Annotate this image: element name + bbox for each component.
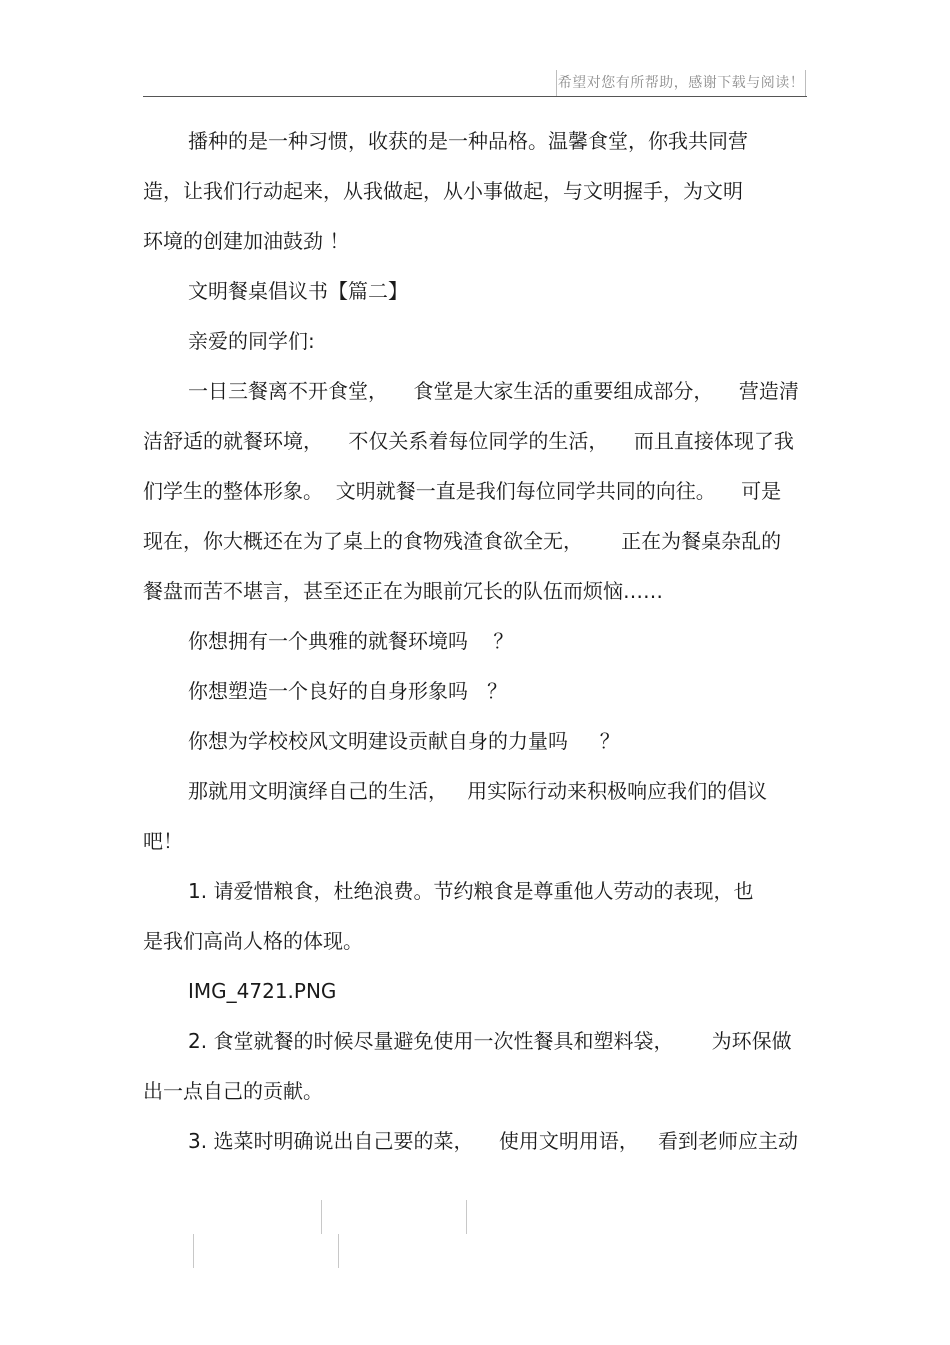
list-item: 3. 选菜时明确说出自己要的菜， 使用文明用语， 看到老师应主动 — [188, 1129, 798, 1153]
table-border-line — [466, 1200, 467, 1234]
question-line: 你想拥有一个典雅的就餐环境吗 ？ — [188, 629, 514, 653]
list-item: 1. 请爱惜粮食，杜绝浪费。节约粮食是尊重他人劳动的表现，也 — [188, 879, 754, 903]
header-note: 希望对您有所帮助，感谢下载与阅读！ — [556, 70, 806, 96]
paragraph-line: 现在，你大概还在为了桌上的食物残渣食欲全无， 正在为餐桌杂乱的 — [143, 529, 782, 553]
paragraph-line: 造，让我们行动起来，从我做起，从小事做起，与文明握手，为文明 — [143, 179, 743, 203]
list-item-continuation: 出一点自己的贡献。 — [143, 1079, 323, 1103]
paragraph-line: 播种的是一种习惯，收获的是一种品格。温馨食堂，你我共同营 — [188, 129, 748, 153]
paragraph-line: 们学生的整体形象。 文明就餐一直是我们每位同学共同的向往。 可是 — [143, 479, 782, 503]
header-rule — [143, 96, 807, 97]
paragraph-line: 洁舒适的就餐环境， 不仅关系着每位同学的生活， 而且直接体现了我 — [143, 429, 794, 453]
paragraph-line: 餐盘而苦不堪言，甚至还正在为眼前冗长的队伍而烦恼…… — [143, 579, 663, 603]
paragraph-line: 吧！ — [143, 829, 183, 853]
question-line: 你想为学校校风文明建设贡献自身的力量吗 ？ — [188, 729, 620, 753]
paragraph-line: 环境的创建加油鼓劲 ！ — [143, 229, 350, 253]
section-heading: 文明餐桌倡议书【篇二】 — [188, 279, 408, 303]
list-item-continuation: 是我们高尚人格的体现。 — [143, 929, 363, 953]
table-border-line — [338, 1234, 339, 1268]
image-filename: IMG_4721.PNG — [188, 979, 337, 1003]
table-border-line — [321, 1200, 322, 1234]
paragraph-line: 那就用文明演绎自己的生活， 用实际行动来积极响应我们的倡议 — [188, 779, 768, 803]
table-border-line — [193, 1234, 194, 1268]
salutation: 亲爱的同学们: — [188, 329, 315, 353]
question-line: 你想塑造一个良好的自身形象吗 ？ — [188, 679, 508, 703]
list-item: 2. 食堂就餐的时候尽量避免使用一次性餐具和塑料袋， 为环保做 — [188, 1029, 792, 1053]
paragraph-line: 一日三餐离不开食堂， 食堂是大家生活的重要组成部分， 营造清 — [188, 379, 799, 403]
